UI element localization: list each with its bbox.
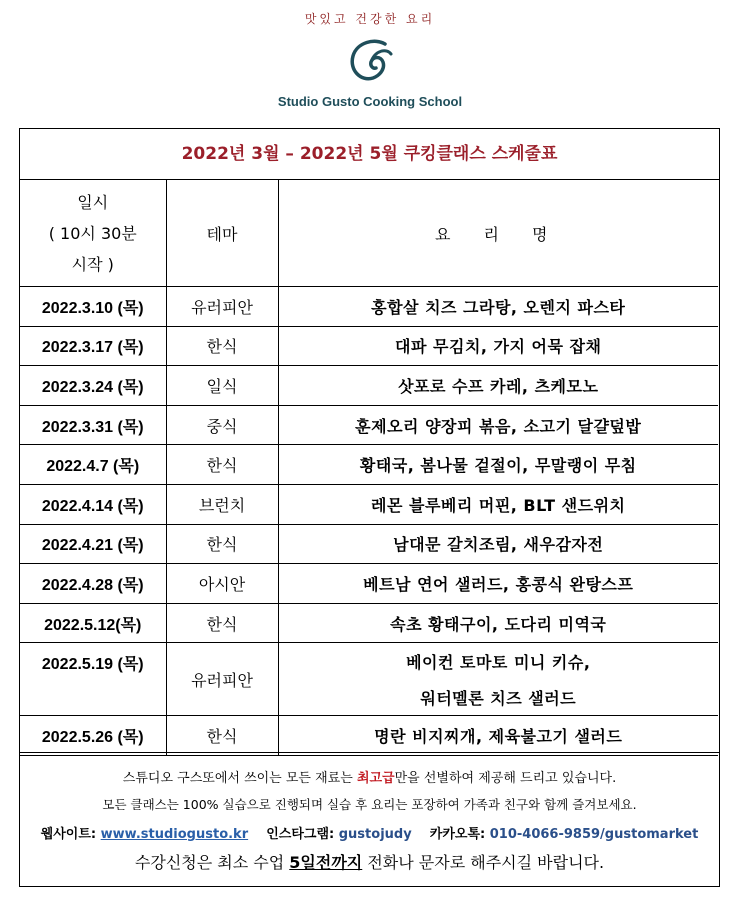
class-date: 2022.3.17 (목) bbox=[20, 326, 166, 366]
table-row bbox=[20, 405, 718, 445]
class-dish: 베이컨 토마토 미니 키슈, bbox=[278, 643, 718, 680]
table-row bbox=[20, 564, 718, 604]
class-date: 2022.4.7 (목) bbox=[20, 445, 166, 485]
class-dish: 대파 무김치, 가지 어묵 잡채 bbox=[278, 326, 718, 366]
table-row bbox=[20, 287, 718, 327]
class-dish: 워터멜론 치즈 샐러드 bbox=[278, 679, 718, 716]
class-dish: 훈제오리 양장피 볶음, 소고기 달걀덮밥 bbox=[278, 405, 718, 445]
class-theme: 한식 bbox=[166, 716, 278, 756]
class-theme: 아시안 bbox=[166, 564, 278, 604]
registration-note-c: 전화나 문자로 해주시길 바랍니다. bbox=[362, 853, 605, 872]
schedule-sheet bbox=[19, 128, 720, 887]
practice-note: 모든 클래스는 100% 실습으로 진행되며 실습 후 요리는 포장하여 가족과 친구와 함께 즐겨보세요. bbox=[102, 797, 637, 812]
table-row bbox=[20, 366, 718, 406]
schedule-title: 2022년 3월 – 2022년 5월 쿠킹클래스 스케줄표 bbox=[20, 129, 719, 180]
schedule-table bbox=[20, 179, 718, 756]
class-date: 2022.5.26 (목) bbox=[20, 716, 166, 756]
website-label: 웹사이트: bbox=[40, 827, 101, 842]
registration-note-a: 수강신청은 최소 수업 bbox=[134, 853, 290, 872]
class-date: 2022.5.19 (목) bbox=[20, 643, 166, 716]
class-date: 2022.3.31 (목) bbox=[20, 405, 166, 445]
table-row bbox=[20, 326, 718, 366]
table-row bbox=[20, 716, 718, 756]
class-theme: 중식 bbox=[166, 405, 278, 445]
ingredient-note-c: 만을 선별하여 제공해 드리고 있습니다. bbox=[394, 771, 617, 786]
tagline: 맛있고 건강한 요리 bbox=[304, 12, 436, 26]
header-date-line: ( 10시 30분 bbox=[48, 223, 137, 243]
class-dish: 남대문 갈치조림, 새우감자전 bbox=[278, 524, 718, 564]
class-theme: 한식 bbox=[166, 603, 278, 643]
header-date-line: 일시 bbox=[77, 192, 109, 212]
instagram-handle[interactable]: gustojudy bbox=[338, 827, 412, 842]
deadline-highlight: 5일전까지 bbox=[289, 853, 363, 872]
header-dish: 요 리 명 bbox=[278, 180, 718, 287]
class-date: 2022.3.10 (목) bbox=[20, 287, 166, 327]
class-theme: 브런치 bbox=[166, 484, 278, 524]
class-date: 2022.3.24 (목) bbox=[20, 366, 166, 406]
ingredient-note-a: 스튜디오 구스또에서 쓰이는 모든 재료는 bbox=[122, 771, 357, 786]
class-dish: 속초 황태구이, 도다리 미역국 bbox=[278, 603, 718, 643]
class-date: 2022.4.14 (목) bbox=[20, 484, 166, 524]
class-theme: 한식 bbox=[166, 326, 278, 366]
table-row bbox=[20, 445, 718, 485]
table-row bbox=[20, 643, 718, 680]
header-date bbox=[20, 180, 166, 287]
header-theme: 테마 bbox=[166, 180, 278, 287]
header-date-line: 시작 ) bbox=[71, 254, 114, 274]
contact-line bbox=[20, 823, 719, 842]
table-row bbox=[20, 603, 718, 643]
class-theme: 한식 bbox=[166, 524, 278, 564]
class-dish: 황태국, 봄나물 겉절이, 무말랭이 무침 bbox=[278, 445, 718, 485]
class-date: 2022.4.28 (목) bbox=[20, 564, 166, 604]
class-dish: 레몬 블루베리 머핀, BLT 샌드위치 bbox=[278, 484, 718, 524]
class-dish: 홍합살 치즈 그라탕, 오렌지 파스타 bbox=[278, 287, 718, 327]
table-row bbox=[20, 524, 718, 564]
ingredient-note bbox=[20, 767, 719, 786]
notes-section bbox=[20, 752, 719, 886]
g-swirl-logo-icon bbox=[345, 38, 397, 88]
table-row bbox=[20, 484, 718, 524]
class-dish: 베트남 연어 샐러드, 홍콩식 완탕스프 bbox=[278, 564, 718, 604]
class-theme: 유러피안 bbox=[166, 287, 278, 327]
class-theme: 유러피안 bbox=[166, 643, 278, 716]
premium-highlight: 최고급 bbox=[356, 771, 395, 786]
school-name: Studio Gusto Cooking School bbox=[277, 94, 463, 109]
instagram-label: 인스타그램: bbox=[266, 827, 339, 842]
class-dish: 명란 비지찌개, 제육불고기 샐러드 bbox=[278, 716, 718, 756]
class-dish: 삿포로 수프 카레, 츠케모노 bbox=[278, 366, 718, 406]
class-date: 2022.5.12(목) bbox=[20, 603, 166, 643]
kakao-label: 카카오톡: bbox=[429, 827, 490, 842]
class-date: 2022.4.21 (목) bbox=[20, 524, 166, 564]
class-theme: 한식 bbox=[166, 445, 278, 485]
registration-note bbox=[20, 850, 719, 873]
table-header-row bbox=[20, 180, 718, 287]
website-link[interactable]: www.studiogusto.kr bbox=[100, 827, 249, 842]
class-theme: 일식 bbox=[166, 366, 278, 406]
kakao-id[interactable]: 010-4066-9859/gustomarket bbox=[489, 827, 699, 842]
